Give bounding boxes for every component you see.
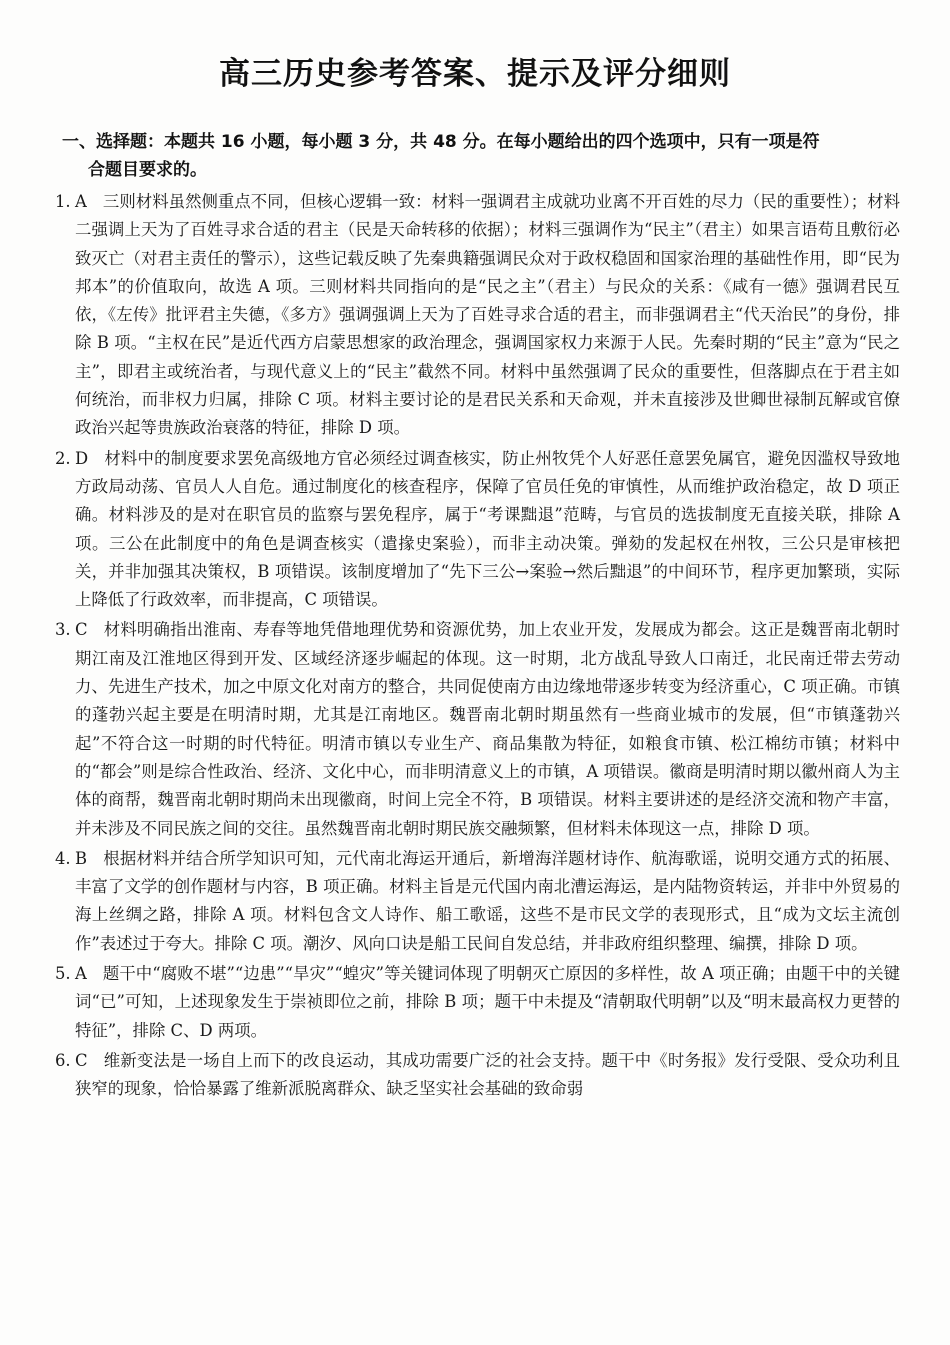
page-title: 高三历史参考答案、提示及评分细则 <box>219 56 731 92</box>
section-heading <box>62 128 900 184</box>
question-number: 6. <box>55 1050 71 1070</box>
answer-explanation: 材料中的制度要求罢免高级地方官必须经过调查核实，防止州牧凭个人好恶任意罢免属官，避免因滥权导致地方政局动荡、官员人人自危。通过制度化的核查程序，保障了官员任免的审慎性，从而维护政治稳定，故 D 项正确。材料涉及的是对在职官员的监察与罢免程序，属于“考课黜退”范畴，与官员的选拔制度无直接关联，排除 A 项。三公在此制度中的角色是调查核实（遣掾史案验），而非主动决策。弹劾的发起权在州牧，三公只是审核把关，并非加强其决策权，B 项错误。该制度增加了“先下三公→案验→然后黜退”的中间环节，程序更加繁琐，实际上降低了行政效率，而非提高，C 项错误。 <box>75 448 900 610</box>
answer-explanation: 三则材料虽然侧重点不同，但核心逻辑一致：材料一强调君主成就功业离不开百姓的尽力（民的重要性）；材料二强调上天为了百姓寻求合适的君主（民是天命转移的依据）；材料三强调作为“民主”（君主）如果言语苟且敷衍必致灭亡（对君主责任的警示），这些记载反映了先秦典籍强调民众对于政权稳固和国家治理的基础性作用，即“民为邦本”的价值取向，故选 A 项。三则材料共同指向的是“民之主”（君主）与民众的关系：《咸有一德》强调君民互依，《左传》批评君主失德，《多方》强调强调上天为了百姓寻求合适的君主，而非强调君主“代天治民”的身份，排除 B 项。“主权在民”是近代西方启蒙思想家的政治理念，强调国家权力来源于人民。先秦时期的“民主”意为“民之主”，即君主或统治者，与现代意义上的“民主”截然不同。材料中虽然强调了民众的重要性，但落脚点在于君主如何统治，而非权力归属，排除 C 项。材料主要讨论的是君民关系和天命观，并未直接涉及世卿世禄制瓦解或官僚政治兴起等贵族政治衰落的特征，排除 D 项。 <box>75 192 900 438</box>
answer-item-6 <box>55 1047 900 1104</box>
answer-explanation: 材料明确指出淮南、寿春等地凭借地理优势和资源优势，加上农业开发，发展成为都会。这正是魏晋南北朝时期江南及江淮地区得到开发、区域经济逐步崛起的体现。这一时期，北方战乱导致人口南迁，北民南迁带去劳动力、先进生产技术，加之中原文化对南方的整合，共同促使南方由边缘地带逐步转变为经济重心，C 项正确。市镇的蓬勃兴起主要是在明清时期，尤其是江南地区。魏晋南北朝时期虽然有一些商业城市的发展，但“市镇蓬勃兴起”不符合这一时期的时代特征。明清市镇以专业生产、商品集散为特征，如粮食市镇、松江棉纺市镇；材料中的“都会”则是综合性政治、经济、文化中心，而非明清意义上的市镇，A 项错误。徽商是明清时期以徽州商人为主体的商帮，魏晋南北朝时期尚未出现徽商，时间上完全不符，B 项错误。材料主要讲述的是经济交流和物产丰富，并未涉及不同民族之间的交往。虽然魏晋南北朝时期民族交融频繁，但材料未体现这一点，排除 D 项。 <box>75 620 900 838</box>
answer-item-4 <box>55 845 900 958</box>
section-heading-line1: 一、选择题：本题共 16 小题，每小题 3 分，共 48 分。在每小题给出的四个选项中，只有一项是符 <box>62 132 820 152</box>
answer-item-3 <box>55 616 900 842</box>
answer-item-5 <box>55 960 900 1045</box>
question-number: 3. <box>55 620 71 640</box>
answer-explanation: 维新变法是一场自上而下的改良运动，其成功需要广泛的社会支持。题干中《时务报》发行受限、受众功利且狭窄的现象，恰恰暴露了维新派脱离群众、缺乏坚实社会基础的致命弱 <box>75 1050 900 1099</box>
question-number: 2. <box>55 448 71 468</box>
answer-explanation: 根据材料并结合所学知识可知，元代南北海运开通后，新增海洋题材诗作、航海歌谣，说明交通方式的拓展、丰富了文学的创作题材与内容，B 项正确。材料主旨是元代国内南北漕运海运，是内陆物资转运，并非中外贸易的海上丝绸之路，排除 A 项。材料包含文人诗作、船工歌谣，这些不是市民文学的表现形式，且“成为文坛主流创作”表述过于夸大。排除 C 项。潮汐、风向口诀是船工民间自发总结，并非政府组织整理、编撰，排除 D 项。 <box>75 848 900 953</box>
answer-explanation: 题干中“腐败不堪”“边患”“旱灾”“蝗灾”等关键词体现了明朝灭亡原因的多样性，故 A 项正确；由题干中的关键词“已”可知，上述现象发生于崇祯即位之前，排除 B 项；题干中未提及“清朝取代明朝”以及“明末最高权力更替的特征”，排除 C、D 两项。 <box>75 964 900 1040</box>
question-number: 4. <box>55 848 71 868</box>
answer-list <box>55 188 900 1106</box>
answer-letter: C <box>75 1050 88 1070</box>
answer-item-1 <box>55 188 900 443</box>
answer-letter: A <box>75 192 87 211</box>
answer-item-2 <box>55 445 900 615</box>
answer-letter: D <box>75 448 89 468</box>
answer-letter: C <box>75 620 88 640</box>
question-number: 5. <box>55 964 71 984</box>
section-heading-line2: 合题目要求的。 <box>88 160 207 180</box>
answer-letter: B <box>75 848 88 868</box>
question-number: 1. <box>55 192 71 211</box>
answer-letter: A <box>75 964 87 984</box>
